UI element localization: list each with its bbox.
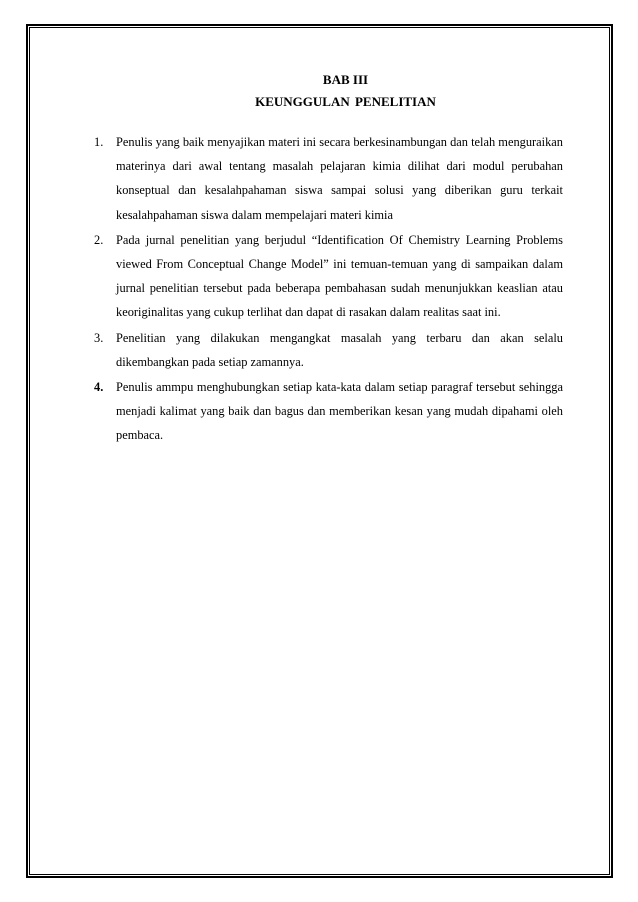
list-item-text: Penulis yang baik menyajikan materi ini secara berkesinambungan dan telah menguraikan materinya dari awal tentang masalah pelajaran kimia dilihat dari modul perubahan konseptual dan kesalahpahaman siswa sampai solusi yang diberikan guru terkait kesalahpahaman siswa dalam mempelajari materi kimia — [116, 135, 563, 222]
list-item — [94, 228, 563, 325]
list-item-number: 4. — [94, 380, 104, 395]
list-item-number: 3. — [94, 330, 104, 345]
list-item — [94, 326, 563, 374]
section-title: KEUNGGULAN PENELITIAN — [255, 94, 436, 109]
document-body — [94, 72, 563, 449]
list-item-number: 1. — [94, 135, 104, 149]
list-item-text: Pada jurnal penelitian yang berjudul “Identification Of Chemistry Learning Problems viewed From Conceptual Change Model” ini temuan-temuan yang di sampaikan dalam jurnal penelitian tersebut pada beberapa pembahasan sudah menunjukkan keaslian atau keoriginalitas yang cukup terlihat dan dapat di rasakan dalam realitas saat ini. — [116, 232, 563, 320]
list-item-text: Penulis ammpu menghubungkan setiap kata-kata dalam setiap paragraf tersebut sehingga menjadi kalimat yang baik dan bagus dan memberikan kesan yang mudah dipahami oleh pembaca. — [116, 380, 563, 443]
advantages-list — [94, 130, 563, 448]
list-item-text: Penelitian yang dilakukan mengangkat masalah yang terbaru dan akan selalu dikembangkan pada setiap zamannya. — [116, 330, 563, 369]
chapter-heading: BAB III — [322, 72, 369, 87]
list-item-number: 2. — [94, 232, 104, 247]
list-item — [94, 130, 563, 227]
list-item — [94, 375, 563, 448]
